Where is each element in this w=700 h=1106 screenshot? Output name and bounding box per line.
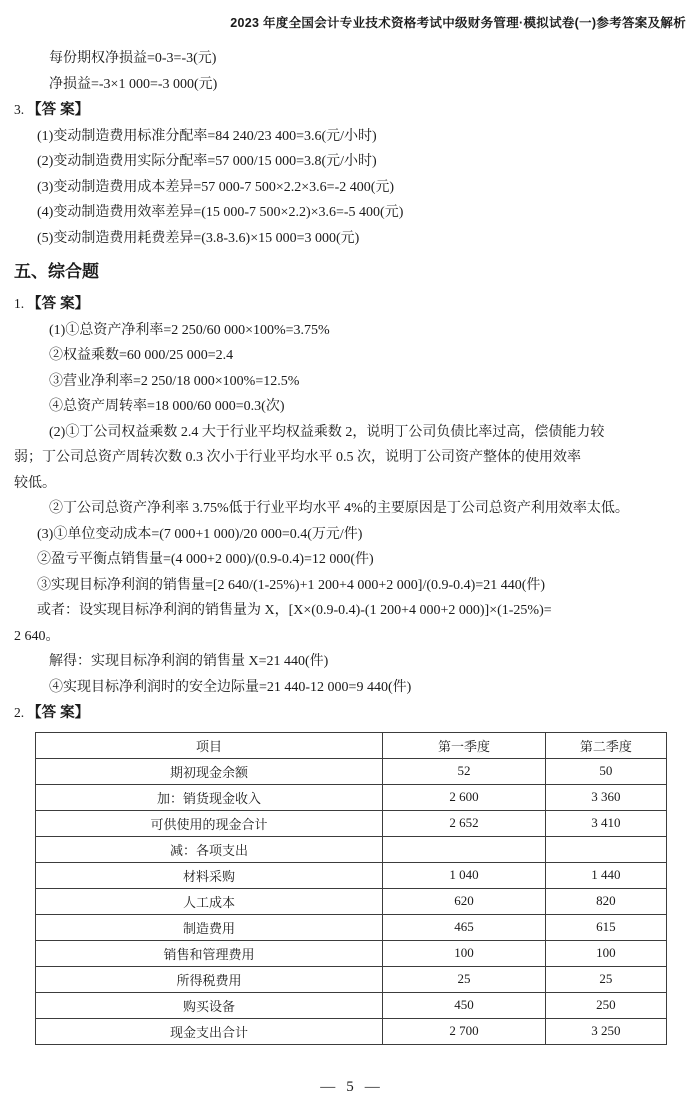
table-value-cell: 1 440 bbox=[545, 862, 666, 888]
table-row bbox=[36, 940, 667, 966]
table-item-cell: 人工成本 bbox=[36, 888, 383, 914]
content-line: (1)变动制造费用标准分配率=84 240/23 400=3.6(元/小时) bbox=[37, 128, 377, 144]
content-lines bbox=[14, 46, 688, 727]
table-value-cell: 2 700 bbox=[383, 1018, 546, 1044]
content-line: (2)变动制造费用实际分配率=57 000/15 000=3.8(元/小时) bbox=[37, 154, 377, 169]
table-value-cell: 100 bbox=[383, 940, 546, 966]
table-item-cell: 可供使用的现金合计 bbox=[36, 810, 383, 836]
table-row bbox=[36, 836, 667, 862]
content-line: 较低。 bbox=[14, 475, 56, 491]
table-body bbox=[36, 758, 667, 1044]
content-line: ④总资产周转率=18 000/60 000=0.3(次) bbox=[49, 399, 285, 414]
table-item-cell: 减：各项支出 bbox=[36, 836, 383, 862]
table-value-cell bbox=[545, 836, 666, 862]
table-value-cell bbox=[383, 836, 546, 862]
table-row bbox=[36, 992, 667, 1018]
table-value-cell: 450 bbox=[383, 992, 546, 1018]
table-value-cell: 2 600 bbox=[383, 784, 546, 810]
content-line: 或者：设实现目标净利润的销售量为 X，[X×(0.9-0.4)-(1 200+4 000+2 000)]×(1-25%)= bbox=[37, 603, 552, 618]
section-heading: 五、综合题 bbox=[14, 262, 99, 281]
content-line: ④实现目标净利润时的安全边际量=21 440-12 000=9 440(件) bbox=[49, 679, 412, 695]
content-line: (3)变动制造费用成本差异=57 000-7 500×2.2×3.6=-2 400(元) bbox=[37, 179, 395, 195]
footer-right-dash: — bbox=[364, 1079, 380, 1095]
answer-label: 【答 案】 bbox=[27, 296, 90, 312]
table-value-cell: 615 bbox=[545, 914, 666, 940]
table-row bbox=[36, 862, 667, 888]
content-line: (1)①总资产净利率=2 250/60 000×100%=3.75% bbox=[49, 322, 330, 338]
footer-page-number: 5 bbox=[346, 1079, 354, 1095]
content-line: (3)①单位变动成本=(7 000+1 000)/20 000=0.4(万元/件) bbox=[37, 526, 363, 542]
answer-number: 1. bbox=[14, 296, 25, 311]
table-value-cell: 465 bbox=[383, 914, 546, 940]
table-row bbox=[36, 784, 667, 810]
table-value-cell: 820 bbox=[545, 888, 666, 914]
table-row bbox=[36, 888, 667, 914]
content-line: ③实现目标净利润的销售量=[2 640/(1-25%)+1 200+4 000+2 000]/(0.9-0.4)=21 440(件) bbox=[37, 577, 546, 593]
table-value-cell: 3 410 bbox=[545, 810, 666, 836]
table-value-cell: 250 bbox=[545, 992, 666, 1018]
table-value-cell: 50 bbox=[545, 758, 666, 784]
table-item-cell: 所得税费用 bbox=[36, 966, 383, 992]
table-item-cell: 现金支出合计 bbox=[36, 1018, 383, 1044]
answer-label: 【答 案】 bbox=[27, 705, 90, 721]
table-item-cell: 购买设备 bbox=[36, 992, 383, 1018]
table-header-row bbox=[36, 732, 667, 758]
content-line: 每份期权净损益=0-3=-3(元) bbox=[49, 51, 217, 66]
answer-heading bbox=[14, 97, 688, 124]
page-footer bbox=[0, 1078, 700, 1096]
answer-heading bbox=[14, 700, 688, 727]
footer-left-dash: — bbox=[320, 1079, 336, 1095]
table-header-cell: 项目 bbox=[36, 732, 383, 758]
table-header-cell: 第二季度 bbox=[545, 732, 666, 758]
content-line: 2 640。 bbox=[14, 628, 60, 644]
table-value-cell: 1 040 bbox=[383, 862, 546, 888]
content-line: ③营业净利率=2 250/18 000×100%=12.5% bbox=[49, 373, 300, 389]
table-value-cell: 25 bbox=[383, 966, 546, 992]
table-item-cell: 期初现金余额 bbox=[36, 758, 383, 784]
table-value-cell: 3 360 bbox=[545, 784, 666, 810]
content-line: 净损益=-3×1 000=-3 000(元) bbox=[49, 76, 218, 92]
content-line: ②丁公司总资产净利率 3.75%低于行业平均水平 4%的主要原因是丁公司总资产利用效率太低。 bbox=[49, 501, 629, 516]
table-value-cell: 100 bbox=[545, 940, 666, 966]
table-row bbox=[36, 758, 667, 784]
table-item-cell: 材料采购 bbox=[36, 862, 383, 888]
content-line: ②权益乘数=60 000/25 000=2.4 bbox=[49, 348, 234, 363]
cash-budget-table bbox=[35, 732, 667, 1045]
table-item-cell: 加：销货现金收入 bbox=[36, 784, 383, 810]
content-line: (4)变动制造费用效率差异=(15 000-7 500×2.2)×3.6=-5 400(元) bbox=[37, 205, 404, 220]
table-value-cell: 2 652 bbox=[383, 810, 546, 836]
page-header: 2023 年度全国会计专业技术资格考试中级财务管理·模拟试卷(一)参考答案及解析 bbox=[230, 16, 686, 30]
answer-label: 【答 案】 bbox=[27, 102, 90, 118]
content-line: 弱；丁公司总资产周转次数 0.3 次小于行业平均水平 0.5 次，说明丁公司资产整体的使用效率 bbox=[14, 450, 581, 465]
table-row bbox=[36, 914, 667, 940]
table-row bbox=[36, 966, 667, 992]
table-header-cell: 第一季度 bbox=[383, 732, 546, 758]
table-row bbox=[36, 810, 667, 836]
answer-number: 3. bbox=[14, 102, 25, 117]
table-value-cell: 25 bbox=[545, 966, 666, 992]
table-row bbox=[36, 1018, 667, 1044]
content-line: ②盈亏平衡点销售量=(4 000+2 000)/(0.9-0.4)=12 000(件) bbox=[37, 552, 374, 567]
table-value-cell: 52 bbox=[383, 758, 546, 784]
content-line: (2)①丁公司权益乘数 2.4 大于行业平均权益乘数 2，说明丁公司负债比率过高，偿债能力较 bbox=[49, 424, 605, 440]
table-value-cell: 620 bbox=[383, 888, 546, 914]
answer-heading bbox=[14, 291, 688, 318]
content-line: 解得：实现目标净利润的销售量 X=21 440(件) bbox=[49, 654, 329, 669]
table-item-cell: 制造费用 bbox=[36, 914, 383, 940]
table-value-cell: 3 250 bbox=[545, 1018, 666, 1044]
answer-number: 2. bbox=[14, 705, 25, 720]
table-item-cell: 销售和管理费用 bbox=[36, 940, 383, 966]
content-line: (5)变动制造费用耗费差异=(3.8-3.6)×15 000=3 000(元) bbox=[37, 230, 360, 246]
